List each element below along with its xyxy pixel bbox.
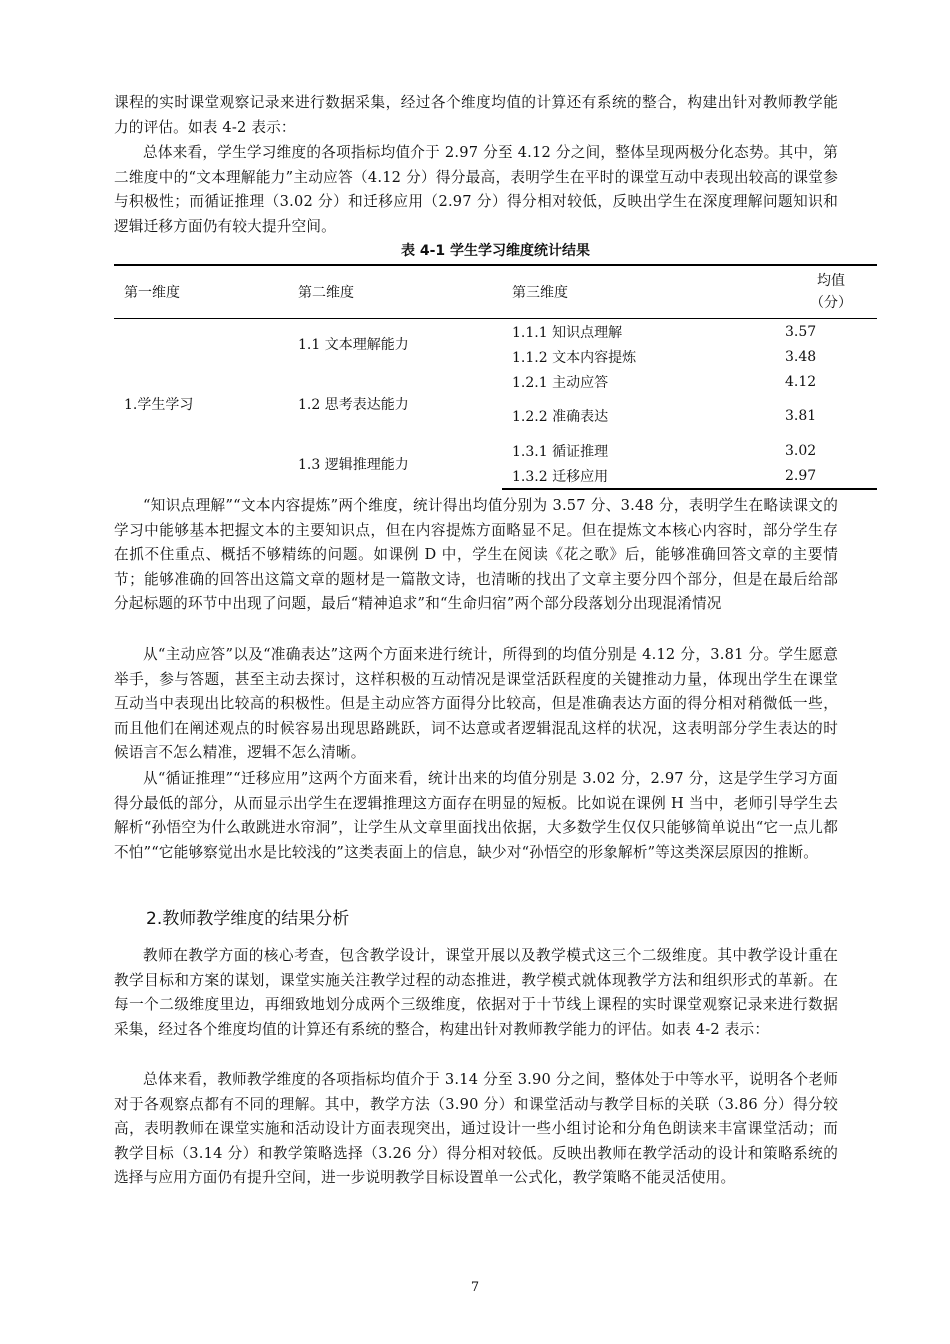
level3-cell: 1.2.2 准确表达 <box>512 409 609 425</box>
paragraph-knowledge: “知识点理解”“文本内容提炼”两个维度，统计得出均值分别为 3.57 分、3.48 分，表明学生在略读课文的学习中能够基本把握文本的主要知识点，但在内容提炼方面略显不足。但在提炼文本核心内容时，部分学生存在抓不住重点、概括不够精练的问题。如课例 D 中，学生在阅读《花之歌》后，能够准确回答文章的主要情节；能够准确的回答出这篇文章的题材是一篇散文诗，也清晰的找出了文章主要分四个部分，但是在最后给部分起标题的环节中出现了问题，最后“精神追求”和“生命归宿”两个部分段落划分出现混淆情况 <box>114 497 838 613</box>
header-dim1: 第一维度 <box>114 265 288 319</box>
level3-cell: 1.3.2 迁移应用 <box>502 463 785 489</box>
mean-value: 3.48 <box>785 348 817 365</box>
mean-value: 4.12 <box>785 373 817 390</box>
header-mean <box>785 265 877 319</box>
level2-cell: 1.1 文本理解能力 <box>298 337 409 353</box>
paragraph-teacher-intro: 教师在教学方面的核心考查，包含教学设计，课堂开展以及教学模式这三个二级维度。其中教学设计重在教学目标和方案的谋划，课堂实施关注教学过程的动态推进，教学模式就体现教学方法和组织形式的革新。在每一个二级维度里边，再细致地划分成两个三级维度，依据对于十节线上课程的实时课堂观察记录来进行数据采集，经过各个维度均值的计算还有系统的整合，构建出针对教师教学能力的评估。如表 4-2 表示： <box>114 947 838 1038</box>
student-learning-table <box>114 264 877 490</box>
table-row <box>114 319 877 345</box>
table-caption: 表 4-1 学生学习维度统计结果 <box>400 243 591 259</box>
level2-cell: 1.2 思考表达能力 <box>298 396 409 413</box>
mean-value: 3.81 <box>785 408 817 424</box>
header-dim3: 第三维度 <box>502 265 785 319</box>
section-heading: 2.教师教学维度的结果分析 <box>146 909 350 929</box>
paragraph-overview-student: 总体来看，学生学习维度的各项指标均值介于 2.97 分至 4.12 分之间，整体呈现两极分化态势。其中，第二维度中的“文本理解能力”主动应答（4.12 分）得分最高，表明学生在平时的课堂互动中表现出较高的课堂参与积极性；而循证推理（3.02 分）和迁移应用（2.97 分）得分相对较低，反映出学生在深度理解问题知识和逻辑迁移方面仍有较大提升空间。 <box>114 144 838 235</box>
header-mean-label: 均值 <box>817 273 845 289</box>
mean-value: 2.97 <box>785 463 877 489</box>
level3-cell: 1.3.1 循证推理 <box>512 443 609 460</box>
paragraph-intro: 课程的实时课堂观察记录来进行数据采集，经过各个维度均值的计算还有系统的整合，构建出针对教师教学能力的评估。如表 4-2 表示： <box>114 94 838 136</box>
table-header-row <box>114 265 877 319</box>
level1-cell: 1.学生学习 <box>124 397 194 413</box>
paragraph-overview-teacher: 总体来看，教师教学维度的各项指标均值介于 3.14 分至 3.90 分之间，整体处于中等水平，说明各个老师对于各观察点都有不同的理解。其中，教学方法（3.90 分）和课堂活动与教学目标的关联（3.86 分）得分较高，表明教师在课堂实施和活动设计方面表现突出，通过设计一些小组讨论和分角色朗读来丰富课堂活动；而教学目标（3.14 分）和教学策略选择（3.26 分）得分相对较低。反映出教师在教学活动的设计和策略系统的选择与应用方面仍有提升空间，进一步说明教学目标设置单一公式化，教学策略不能灵活使用。 <box>114 1071 838 1187</box>
level3-cell: 1.2.1 主动应答 <box>512 374 609 391</box>
level3-cell: 1.1.1 知识点理解 <box>512 324 623 341</box>
mean-value: 3.02 <box>785 442 817 459</box>
mean-value: 3.57 <box>785 323 817 340</box>
header-mean-unit: （分） <box>810 295 852 311</box>
paragraph-response: 从“主动应答”以及“准确表达”这两个方面来进行统计，所得到的均值分别是 4.12 分，3.81 分。学生愿意举手，参与答题，甚至主动去探讨，这样积极的互动情况是课堂活跃程度的关键推动力量，体现出学生在课堂互动当中表现出比较高的积极性。但是主动应答方面得分比较高，但是准确表达方面的得分相对稍微低一些，而且他们在阐述观点的时候容易出现思路跳跃，词不达意或者逻辑混乱这样的状况，这表明部分学生表达的时候语言不怎么精准，逻辑不怎么清晰。 <box>114 646 838 762</box>
level3-cell: 1.1.2 文本内容提炼 <box>512 349 637 366</box>
paragraph-reasoning: 从“循证推理”“迁移应用”这两个方面来看，统计出来的均值分别是 3.02 分，2.97 分，这是学生学习方面得分最低的部分，从而显示出学生在逻辑推理这方面存在明显的短板。比如说在课例 H 当中，老师引导学生去解析“孙悟空为什么敢跳进水帘洞”，让学生从文章里面找出依据，大多数学生仅仅只能够简单说出“它一点儿都不怕”“它能够察觉出水是比较浅的”这类表面上的信息，缺少对“孙悟空的形象解析”等这类深层原因的推断。 <box>114 770 838 861</box>
level2-cell: 1.3 逻辑推理能力 <box>298 456 409 473</box>
page-number: 7 <box>470 1280 480 1295</box>
header-dim2: 第二维度 <box>288 265 502 319</box>
